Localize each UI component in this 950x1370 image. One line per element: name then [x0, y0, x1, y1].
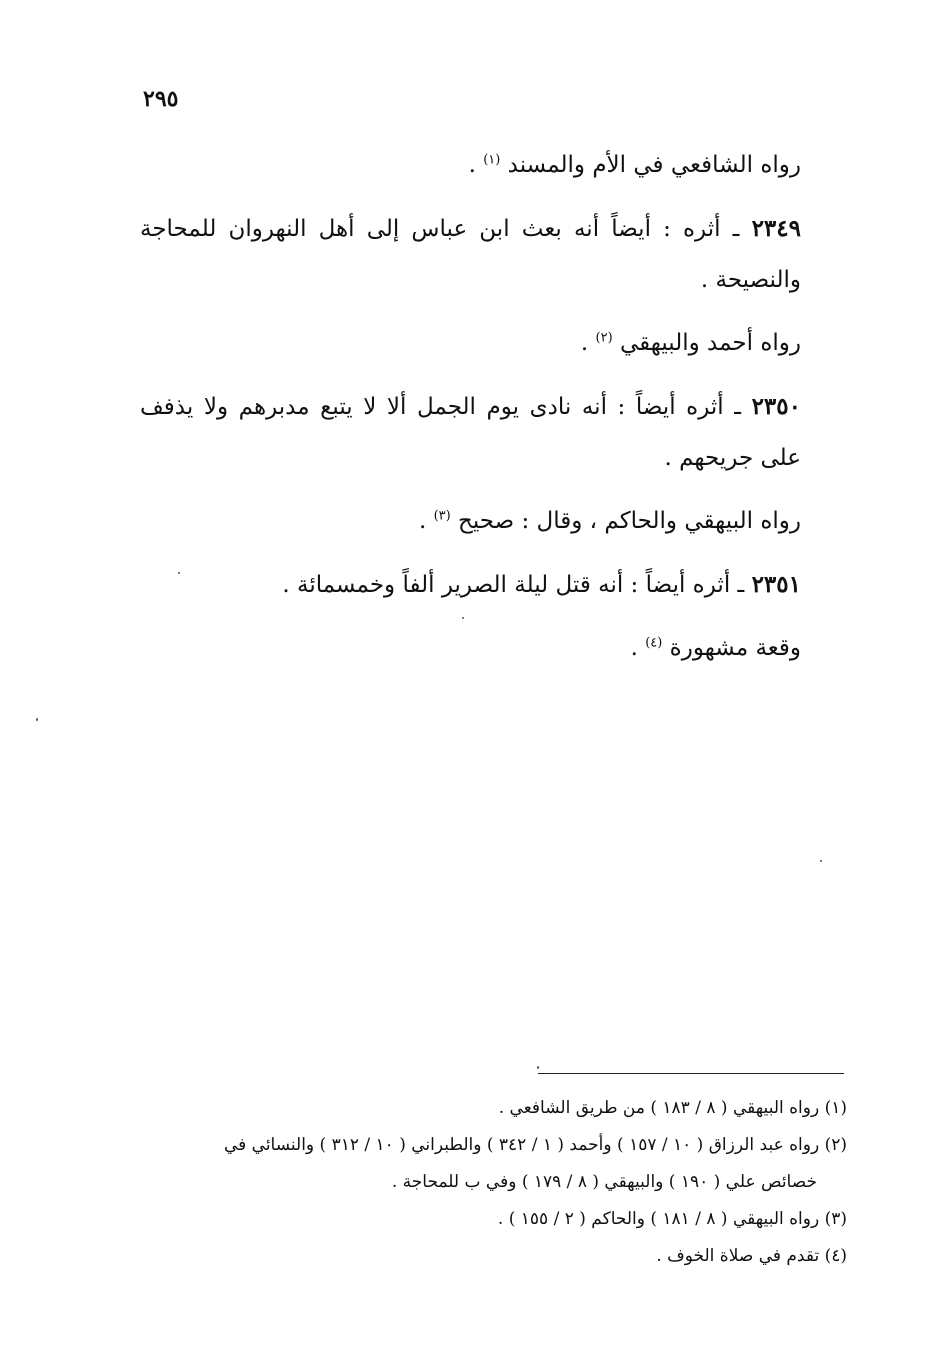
- paragraph-1: [140, 140, 843, 191]
- footnote-4: (٤) تقدم في صلاة الخوف .: [656, 1246, 847, 1266]
- paragraph-end: .: [630, 635, 646, 661]
- athar-number: ٢٣٥١: [751, 571, 801, 598]
- footnote-3: (٣) رواه البيهقي ( ٨ / ١٨١ ) والحاكم ( ٢ / ١٥٥ ) .: [497, 1209, 847, 1229]
- footnote-2: (٢) رواه عبد الرزاق ( ١٠ / ١٥٧ ) وأحمد ( ١ / ٣٤٢ ) والطبراني ( ١٠ / ٣١٢ ) والنسائي في: [223, 1135, 847, 1155]
- footnote-2-continued: خصائص علي ( ١٩٠ ) والبيهقي ( ٨ / ١٧٩ ) وفي ب للمحاجة .: [391, 1172, 817, 1192]
- paragraph-text: ـ أثره أيضاً : أنه قتل ليلة الصرير ألفاً وخمسمائة .: [282, 572, 752, 598]
- athar-2351: [140, 559, 843, 611]
- paragraph-text: رواه أحمد والبيهقي: [612, 330, 801, 356]
- paragraph-text: وقعة مشهورة: [662, 635, 801, 661]
- athar-number: ٢٣٤٩: [751, 215, 801, 242]
- footnote-1: (١) رواه البيهقي ( ٨ / ١٨٣ ) من طريق الشافعي .: [498, 1098, 847, 1118]
- athar-2349: [140, 203, 843, 306]
- scan-speck: [462, 617, 464, 619]
- footnote-ref-1: (١): [483, 152, 501, 168]
- footnote-ref-4: (٤): [645, 635, 663, 651]
- athar-2350: [140, 381, 843, 484]
- paragraph-3: [140, 318, 843, 369]
- paragraph-7: [140, 623, 843, 674]
- paragraph-text: رواه الشافعي في الأم والمسند: [500, 152, 801, 178]
- paragraph-text: ـ أثره أيضاً : أنه نادى يوم الجمل ألا لا يتبع مدبرهم ولا يذفف على جريحهم .: [140, 394, 801, 471]
- footnotes: [140, 1090, 847, 1275]
- footnote-ref-3: (٣): [433, 508, 451, 524]
- paragraph-text: رواه البيهقي والحاكم ، وقال : صحيح: [450, 508, 801, 534]
- main-text: [140, 140, 843, 686]
- scan-speck: [36, 718, 38, 721]
- footnote-ref-2: (٢): [595, 330, 613, 346]
- scan-speck: [178, 572, 180, 574]
- page-number: ٢٩٥: [143, 86, 179, 112]
- footnote-separator: [538, 1073, 844, 1074]
- scan-speck: [537, 1066, 539, 1069]
- paragraph-text: ـ أثره : أيضاً أنه بعث ابن عباس إلى أهل النهروان للمحاجة والنصيحة .: [140, 216, 801, 293]
- paragraph-end: .: [468, 152, 484, 178]
- paragraph-5: [140, 496, 843, 547]
- scan-speck: [820, 860, 822, 862]
- athar-number: ٢٣٥٠: [751, 393, 801, 420]
- paragraph-end: .: [580, 330, 596, 356]
- paragraph-end: .: [418, 508, 434, 534]
